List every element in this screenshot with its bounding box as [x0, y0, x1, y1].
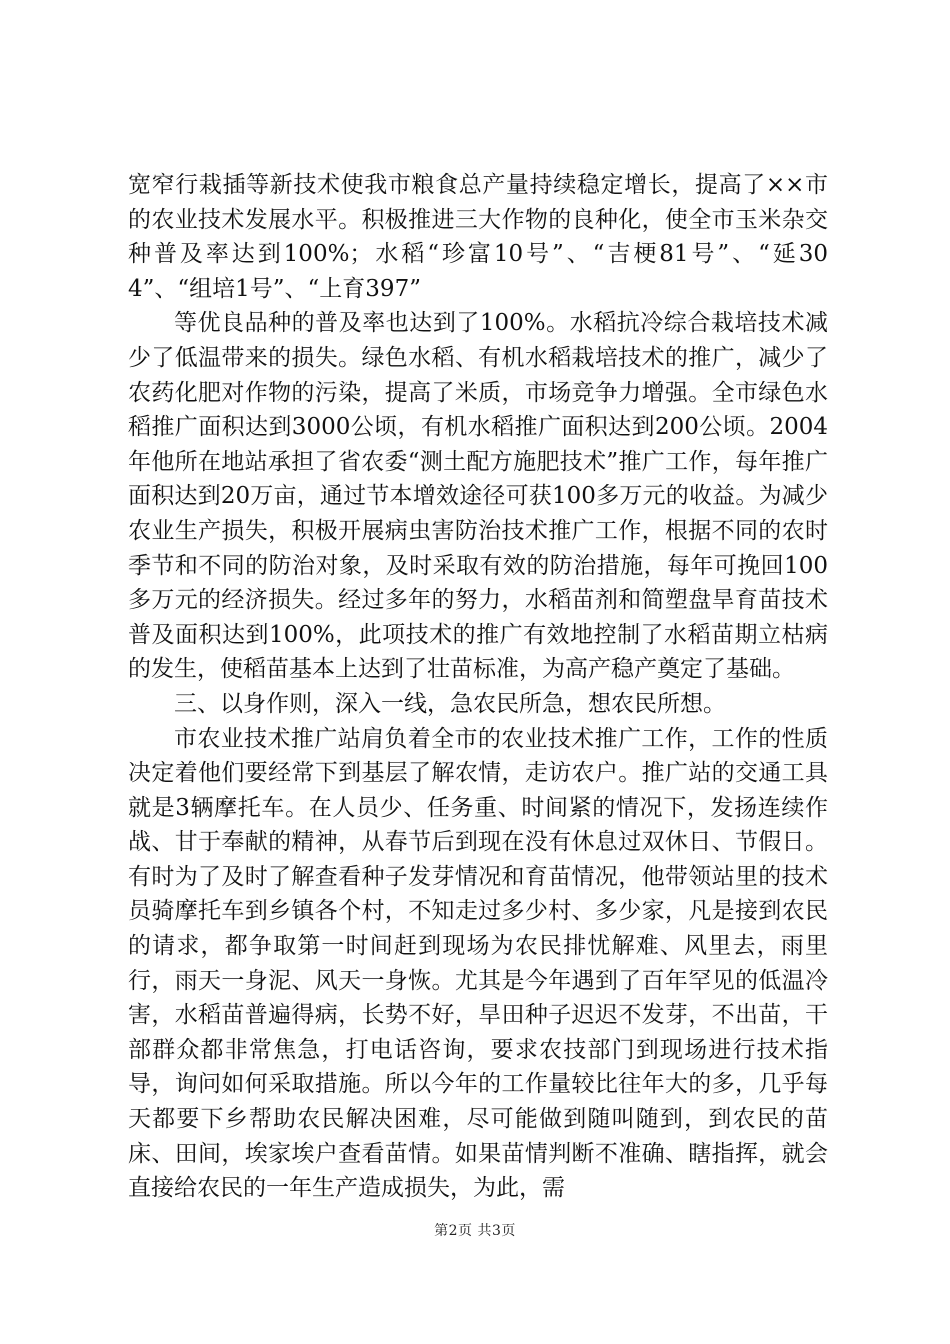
page-number-label: 第2页 共3页 — [434, 1223, 516, 1239]
paragraph-1: 宽窄行栽插等新技术使我市粮食总产量持续稳定增长，提高了××市的农业技术发展水平。积极推进三大作物的良种化，使全市玉米杂交种普及率达到100%；水稻“珍富10号”、“吉梗81号”、“延304”、“组培1号”、“上育397” — [128, 172, 828, 302]
page-footer — [0, 1220, 950, 1240]
paragraph-2: 等优良品种的普及率也达到了100%。水稻抗冷综合栽培技术减少了低温带来的损失。绿色水稻、有机水稻栽培技术的推广，减少了农药化肥对作物的污染，提高了米质，市场竞争力增强。全市绿色水稻推广面积达到3000公顷，有机水稻推广面积达到200公顷。2004年他所在地站承担了省农委“测土配方施肥技术”推广工作，每年推广面积达到20万亩，通过节本增效途径可获100多万元的收益。为减少农业生产损失，积极开展病虫害防治技术推广工作，根据不同的农时季节和不同的防治对象，及时采取有效的防治措施，每年可挽回100多万元的经济损失。经过多年的努力，水稻苗剂和简塑盘旱育苗技术普及面积达到100%，此项技术的推广有效地控制了水稻苗期立枯病的发生，使稻苗基本上达到了壮苗标准，为高产稳产奠定了基础。 — [128, 310, 828, 683]
section-heading: 三、以身作则，深入一线，急农民所急，想农民所想。 — [174, 690, 726, 717]
document-body — [128, 168, 828, 1206]
paragraph-3: 市农业技术推广站肩负着全市的农业技术推广工作，工作的性质决定着他们要经常下到基层了解农情，走访农户。推广站的交通工具就是3辆摩托车。在人员少、任务重、时间紧的情况下，发扬连续作战、甘于奉献的精神，从春节后到现在没有休息过双休日、节假日。有时为了及时了解查看种子发芽情况和育苗情况，他带领站里的技术员骑摩托车到乡镇各个村，不知走过多少村、多少家，凡是接到农民的请求，都争取第一时间赶到现场为农民排忧解难、风里去，雨里行，雨天一身泥、风天一身恢。尤其是今年遇到了百年罕见的低温冷害，水稻苗普遍得病，长势不好，旱田种子迟迟不发芽，不出苗，干部群众都非常焦急，打电话咨询，要求农技部门到现场进行技术指导，询问如何采取措施。所以今年的工作量较比往年大的多，几乎每天都要下乡帮助农民解决困难，尽可能做到随叫随到，到农民的苗床、田间，埃家埃户查看苗情。如果苗情判断不准确、瞎指挥，就会直接给农民的一年生产造成损失，为此，需 — [128, 725, 828, 1202]
